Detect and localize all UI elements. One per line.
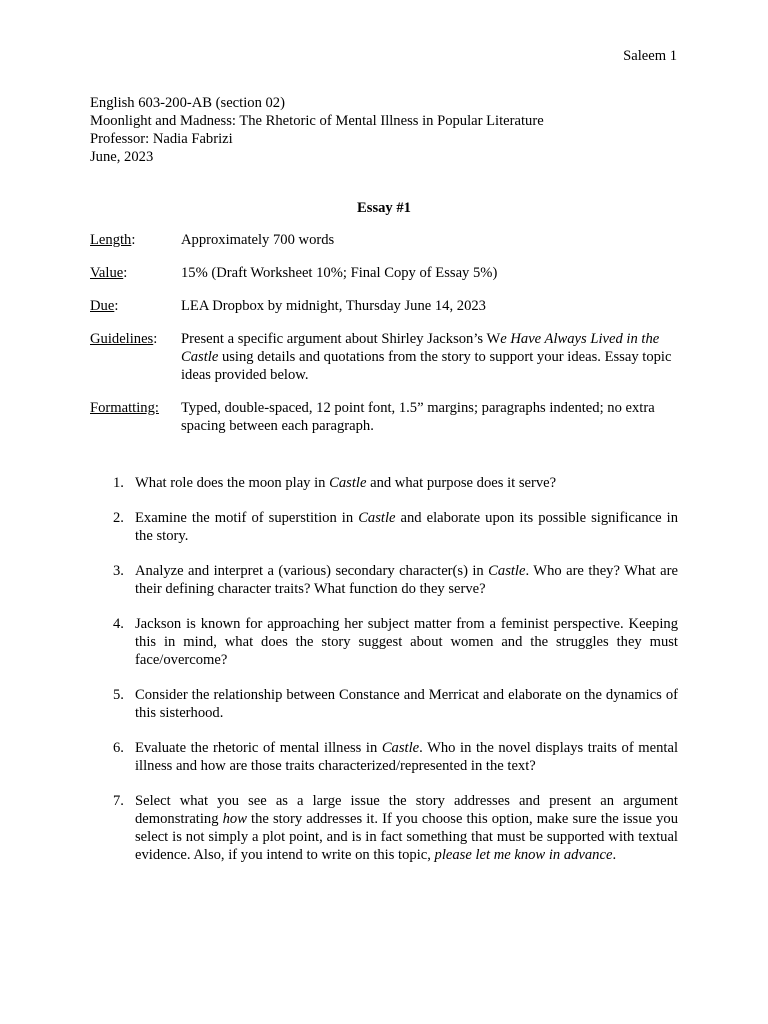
detail-text: Present a specific argument about Shirley Jackson’s We Have Always Lived in the Castle using details and quotations from the story to support your ideas. Essay topic ideas provided below. [181, 331, 672, 383]
detail-label: Length: [90, 232, 136, 248]
detail-text: 15% (Draft Worksheet 10%; Final Copy of Essay 5%) [181, 265, 498, 281]
course-title: Moonlight and Madness: The Rhetoric of Mental Illness in Popular Literature [90, 113, 544, 129]
course-date: June, 2023 [90, 149, 154, 165]
list-item: 2. Examine the motif of superstition in Castle and elaborate upon its possible significance in the story. [113, 510, 678, 544]
detail-formatting [90, 399, 680, 435]
list-item: 6. Evaluate the rhetoric of mental illness in Castle. Who in the novel displays traits of mental illness and how are those traits characterized/represented in the text? [113, 740, 678, 774]
running-head: Saleem 1 [623, 48, 677, 64]
detail-length [90, 231, 680, 249]
course-code: English 603-200-AB (section 02) [90, 95, 285, 111]
list-item: 7. Select what you see as a large issue the story addresses and present an argument demonstrating how the story addresses it. If you choose this option, make sure the issue you select is not simply a plot point, and is in fact something that must be supported with textual evidence. Also, if you intend to write on this topic, please let me know in advance. [113, 793, 678, 863]
detail-text: Typed, double-spaced, 12 point font, 1.5” margins; paragraphs indented; no extra spacing between each paragraph. [181, 400, 655, 434]
list-item: 1. What role does the moon play in Castle and what purpose does it serve? [113, 475, 557, 491]
detail-label: Guidelines: [90, 331, 158, 347]
detail-guidelines [90, 330, 680, 384]
detail-label: Formatting: [90, 400, 159, 416]
detail-text: LEA Dropbox by midnight, Thursday June 14, 2023 [181, 298, 486, 314]
detail-value [90, 264, 680, 282]
list-item: 5. Consider the relationship between Constance and Merricat and elaborate on the dynamics of this sisterhood. [113, 687, 678, 721]
book-title: e Have Always Lived in the Castle [181, 331, 660, 365]
professor-name: Professor: Nadia Fabrizi [90, 131, 233, 147]
list-item: 4. Jackson is known for approaching her subject matter from a feminist perspective. Keeping this in mind, what does the story suggest about women and the struggles they must face/overcome? [113, 616, 678, 668]
list-item: 3. Analyze and interpret a (various) secondary character(s) in Castle. Who are they? What are their defining character traits? What function do they serve? [113, 563, 678, 597]
detail-text: Approximately 700 words [181, 232, 335, 248]
essay-topics-list [90, 474, 678, 881]
course-info [90, 94, 680, 166]
essay-details [90, 231, 680, 450]
detail-label: Due: [90, 298, 119, 314]
detail-label: Value: [90, 265, 128, 281]
essay-title: Essay #1 [357, 200, 411, 216]
detail-due [90, 297, 680, 315]
